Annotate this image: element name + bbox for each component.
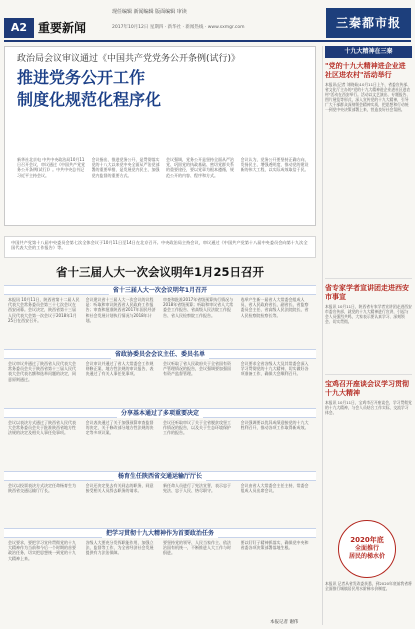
subsection-title: 省政协委员会会议主任、委员名单	[111, 350, 209, 359]
sidebar-story-title[interactable]: 宝鸡召开座谈会议学习贯彻十九大精神	[325, 380, 409, 397]
second-story-headline[interactable]: 省十三届人大一次会议明年1月25日召开	[55, 265, 264, 279]
subsection-bar	[4, 528, 316, 538]
paragraph: 本报讯 10月11日，陕西省第十二届人民代表大会常务委员会第三十七次会议在西安闭幕。会议决定，陕西省第十三届人民代表大会第一次会议于2018年1月25日在西安召开。	[8, 297, 80, 323]
sidebar-story-title[interactable]: 省专家学者宣讲团走进西安市事宣	[325, 284, 409, 301]
subsection-bar	[4, 349, 316, 359]
lead-paragraph: 新华社北京电 中共中央政治局10月11日召开会议，审议通过《中国共产党党务公开条例(试行)》。中共中央总书记习近平主持会议。	[17, 157, 85, 178]
paragraph: 会议表决通过了关于加强预算审查监督的决定，关于修改部分地方性法规的决定等多项议案。	[85, 420, 154, 436]
badge-line: 全面推行	[354, 545, 379, 552]
badge-line: 居民的梯水价	[348, 553, 385, 560]
summary-text: 中国共产党第十八届中央委员会第七次全体会议于10月11日至14日在北京召开。中央政治局主持会议，审议通过《中国共产党第十八届中央委员会向第十九次全国代表大会的工作报告》等。	[11, 240, 308, 251]
paragraph: 新任命人员进行了宪法宣誓，表示忠于宪法、忠于人民、恪尽职守。	[163, 483, 231, 494]
subsection-title: 杨育生任陕西省交通运输厅厅长	[114, 472, 206, 481]
paragraph: 会议要求，要把学习宣传贯彻党的十九大精神作为当前和今后一个时期的首要政治任务，切实把思想统一到党的十九大精神上来。	[8, 540, 76, 561]
subsection-bar	[4, 285, 316, 295]
paragraph: 会议要求全省各级人大及其常委会深入学习贯彻党的十九大精神，切实做好各项准备工作，确保大会顺利召开。	[240, 361, 309, 377]
paragraph: 会议审议并通过了陕西省人民代表大会常务委员会关于陕西省第十三届人民代表大会代表名额和选举问题的决定，同意原则通过。	[8, 361, 76, 382]
sidebar-story-title[interactable]: "党的十九大精神进企业进社区进农村"活动举行	[325, 62, 406, 79]
paragraph: 要坚持党的领导、人民当家作主、依法治国有机统一，不断推进人大工作与时俱进。	[163, 540, 231, 556]
subsection-title: 省十三届人大一次会议明年1月召开	[109, 286, 211, 295]
subsection-bar	[4, 471, 316, 481]
sidebar-story-body: 本报讯 10月11日，陕西省专家学者宣讲团走进西安市委宣传部，就党的十九大精神进行宣讲，引起与会人员强烈共鸣，大家表示要认真学习、深刻领会、切实贯彻。	[325, 304, 412, 324]
water-price-badge[interactable]	[338, 520, 396, 578]
subsection-title: 把学习贯彻十九大精神作为首要政治任务	[102, 529, 218, 538]
sidebar-header: 十九大精神在三秦	[325, 46, 412, 58]
sidebar-story-body: 本报讯(记者 刘晓茹)10月11日上午，省委宣传部、省文化厅主办的"党的十九大精神进企业进社区进农村"活动在西安举行。活动以文艺演出、专题报告、图片展览等形式，深入宣传党的十九大精神，引导广大干部群众深刻领会精神实质，把思想和行动统一到党中央决策部署上来，营造良好社会氛围。	[325, 82, 411, 112]
lead-body	[17, 157, 309, 219]
paragraph: 会议强调要以优异成绩迎接党的十九大胜利召开，推动各项工作取得新成效。	[240, 420, 309, 431]
sidebar-divider	[325, 374, 412, 375]
header-rule	[4, 40, 411, 42]
page-number: A2	[4, 18, 34, 38]
paragraph: 各级人大要充分发挥职能作用，加强立法、监督等工作，为全省经济社会发展提供有力法治保障。	[85, 540, 154, 556]
lead-story	[4, 46, 316, 226]
lead-paragraph: 会议认为，党务公开要坚持正确方向，发扬民主、增强透明度，推动党的建设新的伟大工程，以实际成效取信于民。	[240, 157, 309, 173]
website-url[interactable]: www.sxmgr.com	[207, 25, 245, 30]
subsection-body	[4, 361, 316, 405]
subsection-body	[4, 297, 316, 347]
paragraph: 选举产生新一届省人大常委会组成人员、省人民政府省长、副省长、省监察委员会主任、省高级人民法院院长、省人民检察院检察长等。	[240, 297, 309, 318]
subsection-body	[4, 540, 316, 616]
paragraph: 审查和批准2017年省级预算执行情况与2018年省级预算；听取和审议省人大常委会工作报告、省高级人民法院工作报告、省人民检察院工作报告。	[163, 297, 234, 318]
masthead-logo: 三秦都市报	[326, 8, 411, 38]
paragraph: 会议审议并通过了省人大常委会工作规则修正案、地方性法规的审议报告，表决通过了有关人事任免事项。	[85, 361, 154, 377]
paragraph: 会议还听取审议了关于全省脱贫攻坚工作情况的报告，以及关于生态环境保护工作的报告。	[163, 420, 231, 436]
lead-title[interactable]: 推进党务公开工作 制度化规范化程序化	[17, 68, 162, 109]
editor-credits: 现任编辑 新闻编辑 版面编辑 审读	[112, 9, 187, 15]
paragraph: 会议以投票表决方式决定任命杨育生为陕西省交通运输厅厅长。	[8, 483, 76, 494]
lead-paragraph: 会议指出，推进党务公开，是贯彻落实党的十八大以来党中央全面从严治党部署的重要举措，是发展党内民主、加强党内监督的重要方式。	[91, 157, 160, 178]
paragraph: 会议以表决方式通过了陕西省人民代表大会常务委员会关于批准陕西省地方性法规的决定及相关人事任免事项。	[8, 420, 76, 436]
badge-year: 2020年底	[350, 536, 384, 544]
paragraph: 会议由省人大常委会主任主持，常委会组成人员出席会议。	[240, 483, 309, 494]
sidebar-divider	[325, 278, 412, 279]
sidebar-tail-text: 本报讯 记者从省发改委获悉，到2020年底前我省将全面推行城镇居民用水阶梯水价制度。	[325, 581, 412, 591]
page-header	[4, 4, 411, 44]
paragraph: 要以钉钉子精神抓落实，确保党中央和省委各项决策部署落地生根。	[240, 540, 309, 551]
subsection-body	[4, 483, 316, 525]
subsection-title: 分享基本通过了多项重要决定	[117, 409, 203, 418]
section-title: 重要新闻	[38, 21, 87, 35]
paragraph: 会议还决定免去有关同志的职务，同意接受相关人员辞去职务的请求。	[85, 483, 154, 494]
lead-kicker: 政治局会议审议通过《中国共产党党务公开条例(试行)》	[17, 54, 241, 64]
subsection-bar	[4, 408, 316, 418]
subsection-body	[4, 420, 316, 468]
sidebar-story-body: 本报讯 10月11日，宝鸡市召开座谈会，学习贯彻党的十九大精神，与会人员结合工作实际，交流学习体会。	[325, 400, 412, 415]
issue-date-line: 2017年10月12日 星期四 · 新华社 · 新闻热线 · www.sxmgr.com	[112, 25, 245, 30]
paragraph: 会议听取了省人民政府关于全省国有资产管理情况的报告，会议强调要加强国有资产监督管理。	[163, 361, 231, 377]
byline: 本报记者 谢伟	[270, 620, 299, 625]
paragraph: 会议建议省十三届人大一次会议的议程是：听取和审议陕西省人民政府工作报告；审查和批准陕西省2017年国民经济和社会发展计划执行情况与2018年计划。	[85, 297, 156, 323]
summary-box	[4, 236, 316, 258]
lead-paragraph: 会议强调，党务公开是坚持全面从严治党、巩固党的执政基础、密切党群关系的重要途径，要以党章为根本遵循，规范公开的内容、程序和方式。	[166, 157, 234, 178]
